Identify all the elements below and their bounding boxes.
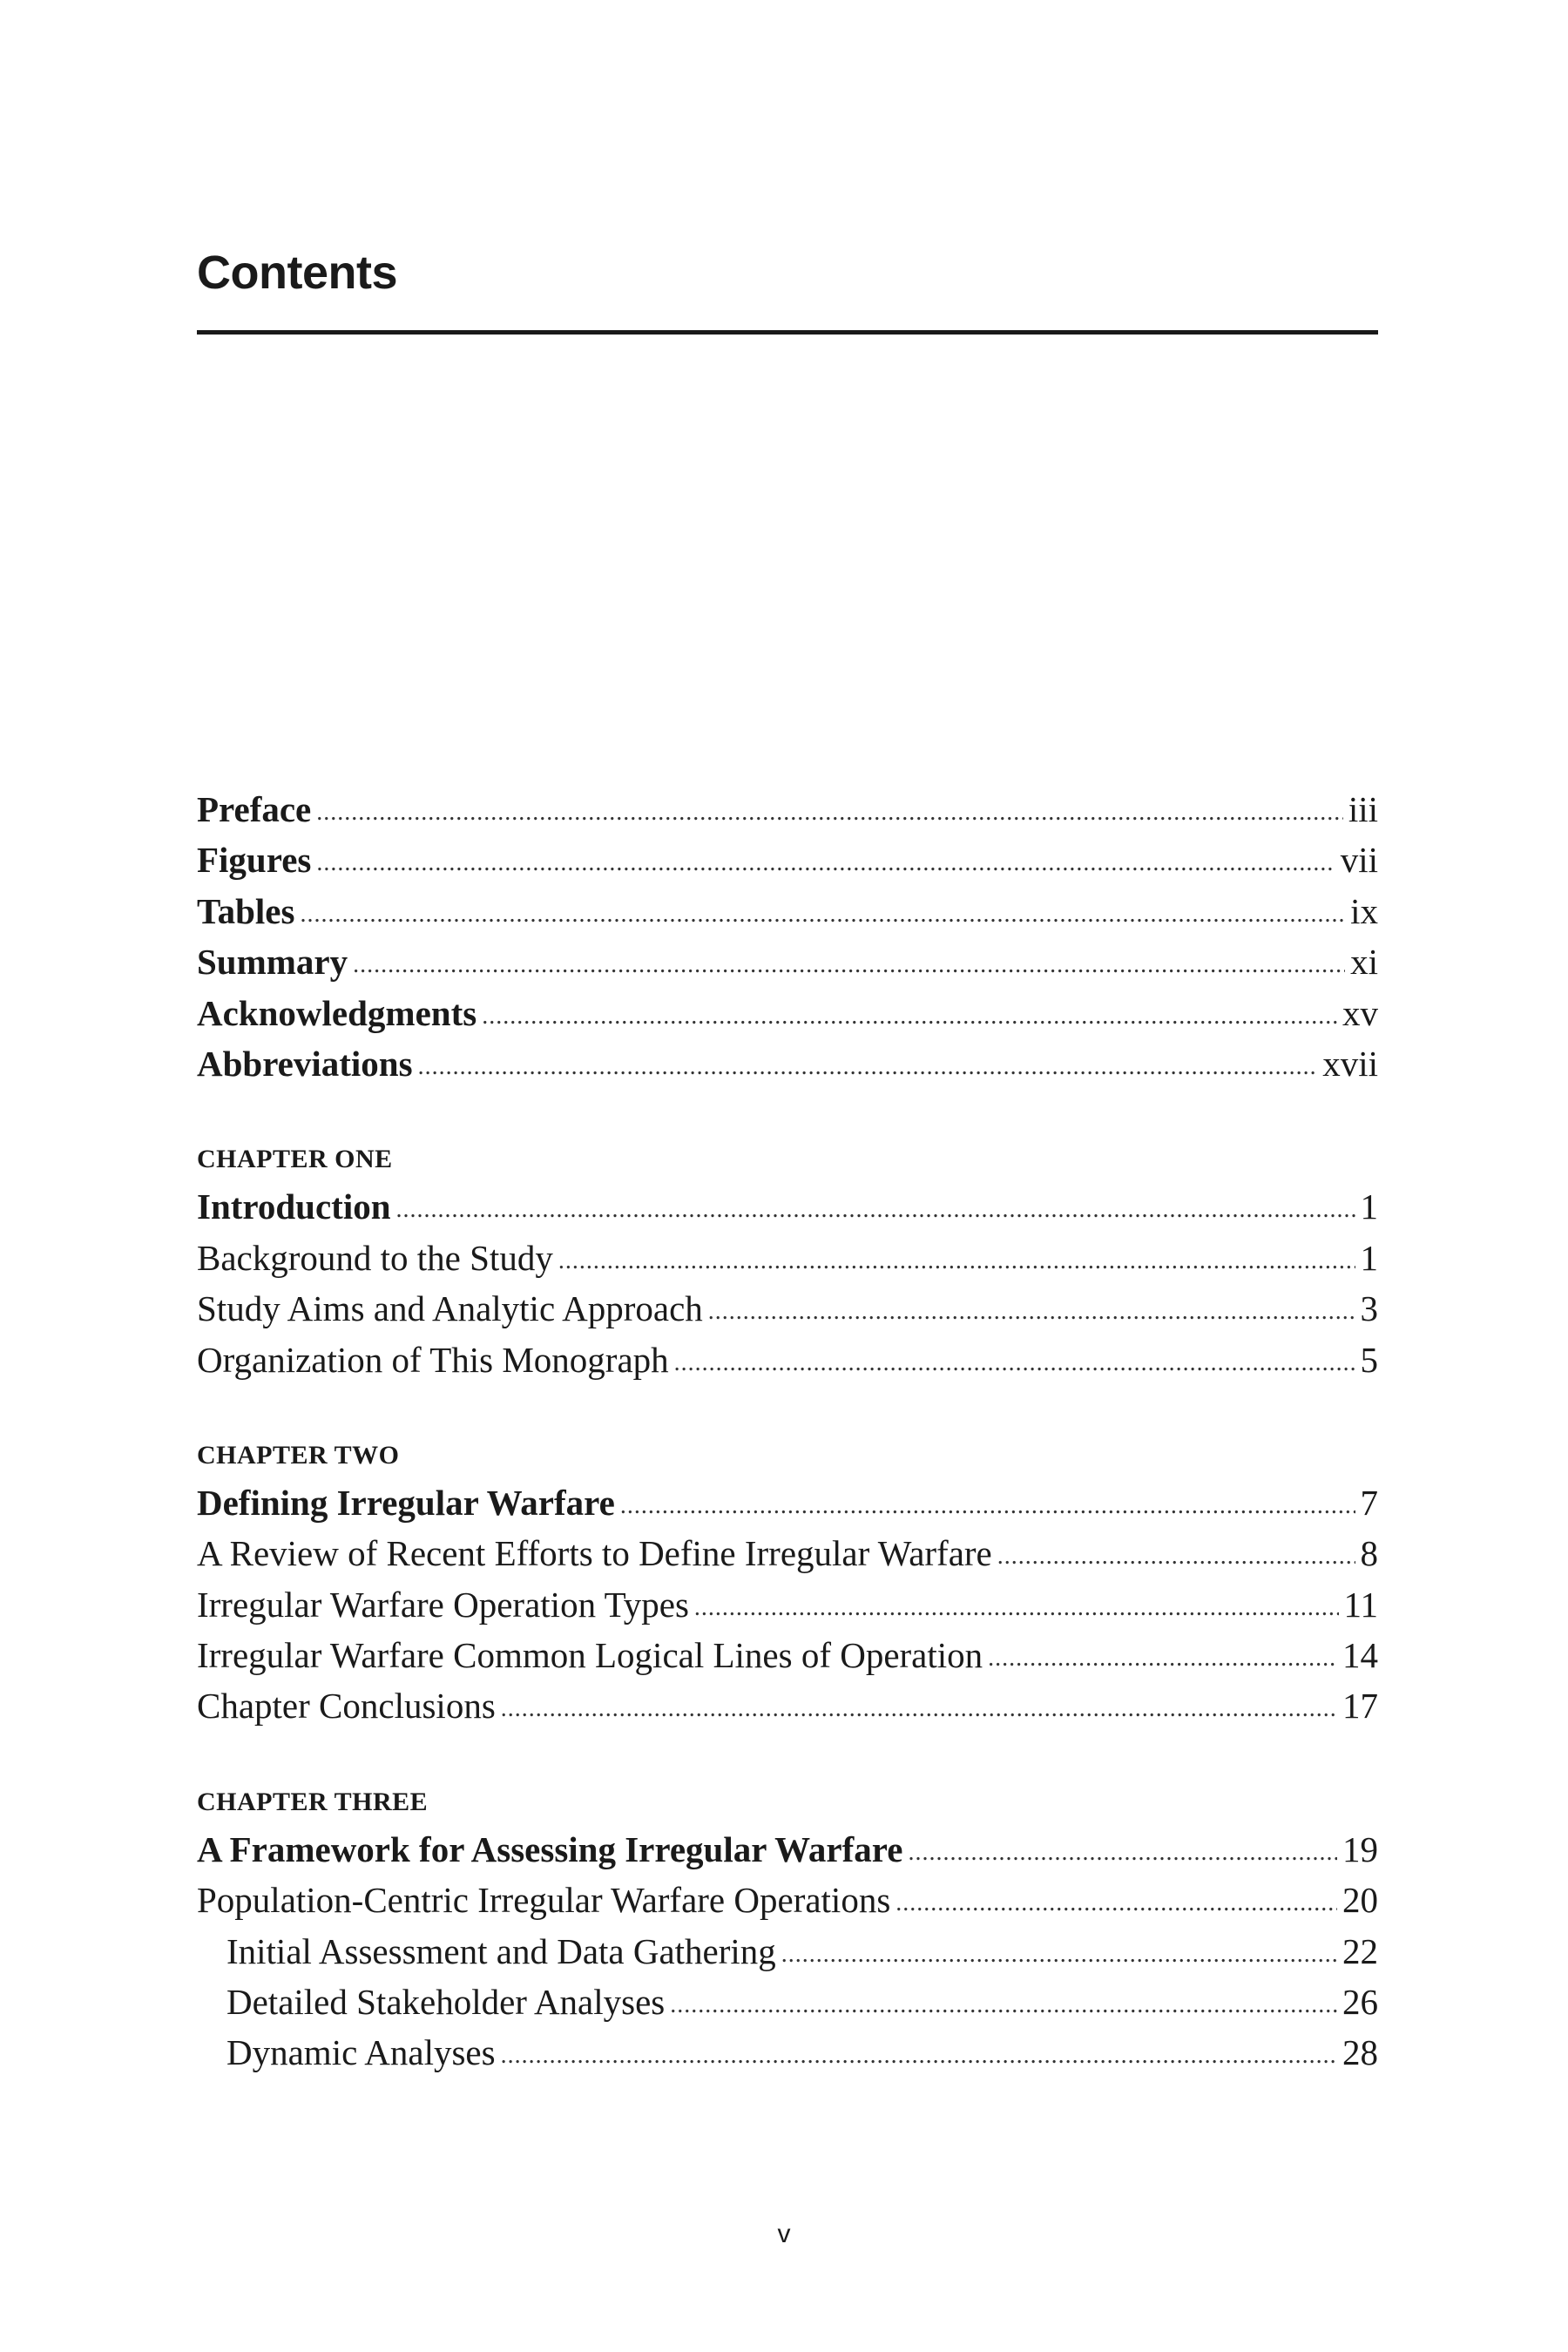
toc-entry-label: Background to the Study [197,1237,553,1278]
toc-entry-page: 14 [1342,1635,1378,1676]
toc-entry-page: 5 [1360,1339,1378,1380]
toc-section-entry[interactable] [197,1875,1378,1925]
toc-section-entry[interactable] [197,1233,1378,1283]
toc-entry-page: xvii [1322,1043,1378,1084]
toc-entry-label: A Review of Recent Efforts to Define Irregular Warfare [197,1533,992,1574]
toc-entry-label: Abbreviations [197,1043,413,1084]
toc-section-entry[interactable] [197,1579,1378,1630]
toc-entry-page: 1 [1360,1237,1378,1278]
toc-entry-label: Tables [197,890,295,931]
dot-leader [620,1476,1355,1531]
toc-entry-label: Summary [197,942,348,983]
dot-leader [396,1179,1355,1235]
page-title: Contents [197,247,397,299]
toc-chapter-title[interactable] [197,1181,1378,1232]
toc-entry-page: 3 [1360,1288,1378,1329]
toc-entry-page: xv [1342,992,1378,1033]
page-number: v [777,2220,791,2248]
dot-leader [418,1037,1318,1092]
toc-section-entry[interactable] [197,1630,1378,1680]
chapter-label: CHAPTER THREE [197,1787,429,1816]
dot-leader [781,1924,1337,1980]
dot-leader [988,1628,1337,1684]
toc-entry-page: 8 [1360,1533,1378,1574]
toc-chapter-title[interactable] [197,1824,1378,1875]
dot-leader [908,1822,1337,1878]
toc-entry-label: Population-Centric Irregular Warfare Operations [197,1880,891,1921]
toc-entry-label: Irregular Warfare Operation Types [197,1584,689,1625]
toc-entry-page: 28 [1342,2032,1378,2073]
dot-leader [482,986,1337,1042]
toc-section-entry[interactable] [197,1335,1378,1385]
toc-entry-label: A Framework for Assessing Irregular Warfare [197,1828,903,1869]
toc-section-entry[interactable] [197,1283,1378,1334]
toc-entry-label: Dynamic Analyses [226,2032,496,2073]
toc-entry-page: 26 [1342,1982,1378,2023]
toc-entry-label: Defining Irregular Warfare [197,1482,615,1523]
toc-entry-page: 1 [1360,1186,1378,1227]
toc-entry-label: Introduction [197,1186,391,1227]
toc-entry-label: Acknowledgments [197,992,477,1033]
toc-section-entry[interactable] [197,1680,1378,1731]
toc-entry-page: 11 [1343,1584,1378,1625]
toc-entry-page: 7 [1360,1482,1378,1523]
toc-entry-page: iii [1348,789,1378,829]
dot-leader [501,1679,1337,1734]
title-rule [197,330,1378,335]
toc-entry-summary[interactable] [197,936,1378,987]
dot-leader [896,1873,1337,1929]
toc-section-entry[interactable] [197,1528,1378,1578]
toc-entry-page: 22 [1342,1930,1378,1971]
dot-leader [353,935,1345,990]
dot-leader [558,1231,1355,1287]
toc-entry-page: ix [1350,890,1378,931]
toc-entry-page: vii [1340,840,1378,881]
toc-entry-label: Chapter Conclusions [197,1686,496,1727]
chapter-label: CHAPTER TWO [197,1440,400,1470]
toc-subsection-entry[interactable] [197,1977,1378,2027]
toc-entry-label: Irregular Warfare Common Logical Lines of Operation [197,1635,983,1676]
toc-entry-label: Initial Assessment and Data Gathering [226,1930,776,1971]
toc-subsection-entry[interactable] [197,2027,1378,2078]
toc-entry-label: Study Aims and Analytic Approach [197,1288,703,1329]
dot-leader [316,782,1343,838]
chapter-label: CHAPTER ONE [197,1145,393,1174]
toc-entry-label: Detailed Stakeholder Analyses [226,1982,666,2023]
toc-entry-figures[interactable] [197,835,1378,885]
toc-chapter-title[interactable] [197,1477,1378,1528]
chapter-spacer [197,1089,1378,1138]
toc-entry-page: 17 [1342,1686,1378,1727]
toc-entry-acknowledgments[interactable] [197,988,1378,1038]
toc-entry-label: Organization of This Monograph [197,1339,669,1380]
toc-entry-preface[interactable] [197,784,1378,835]
dot-leader [694,1578,1339,1633]
dot-leader [708,1281,1355,1337]
toc-entry-label: Preface [197,789,312,829]
dot-leader [997,1526,1355,1582]
toc-entry-page: 19 [1342,1828,1378,1869]
dot-leader [670,1975,1337,2031]
chapter-spacer [197,1385,1378,1434]
dot-leader [501,2025,1337,2081]
dot-leader [316,833,1335,889]
dot-leader [674,1333,1355,1389]
table-of-contents [197,784,1378,2078]
toc-entry-page: xi [1350,942,1378,983]
dot-leader [300,884,1345,940]
toc-entry-abbreviations[interactable] [197,1038,1378,1089]
toc-entry-tables[interactable] [197,886,1378,936]
chapter-spacer [197,1732,1378,1781]
toc-subsection-entry[interactable] [197,1926,1378,1977]
toc-entry-label: Figures [197,840,312,881]
toc-entry-page: 20 [1342,1880,1378,1921]
